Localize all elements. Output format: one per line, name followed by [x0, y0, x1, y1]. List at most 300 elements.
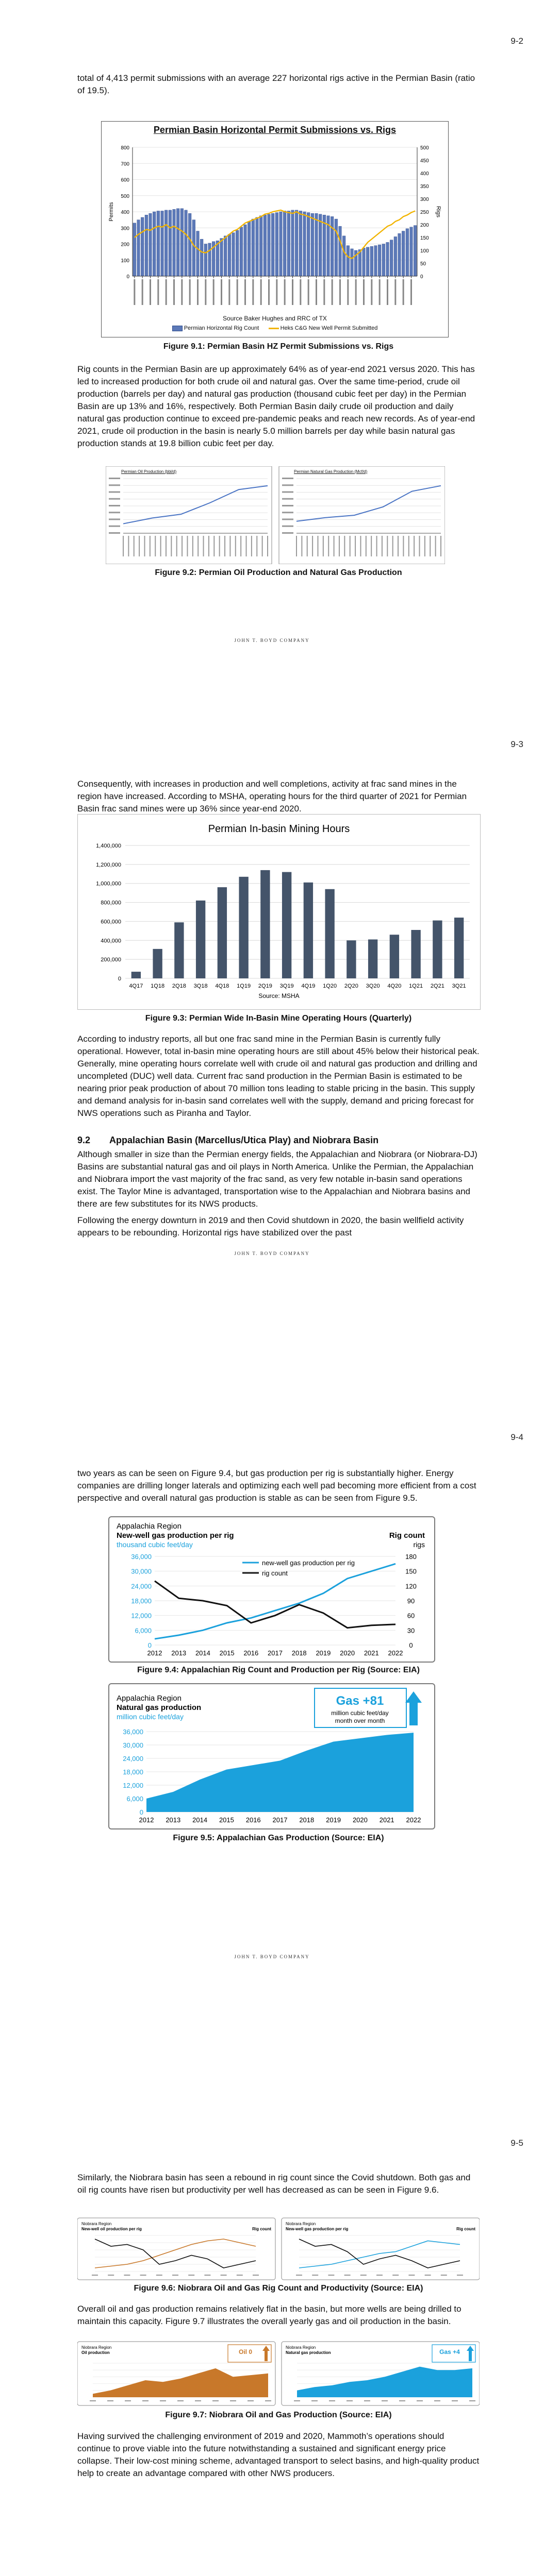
x-tick-label: 2Q18: [172, 983, 186, 989]
right-axis-title: Rig count: [389, 1531, 425, 1540]
rig-count-bar: [153, 212, 156, 276]
y-tick-label-left: 300: [121, 226, 129, 232]
x-tick-label-mark: [125, 2400, 131, 2401]
x-tick-label-mark: [317, 536, 318, 556]
report-page-9-5: [0, 2110, 544, 2576]
rig-count-bar: [319, 214, 322, 276]
x-tick-label-mark: [230, 2400, 236, 2401]
rig-count-bar: [275, 213, 278, 276]
x-tick-label-mark: [134, 536, 135, 556]
x-tick-label: 4Q20: [387, 983, 402, 989]
y-tick-label-mark: [282, 532, 293, 534]
rig-count-bar: [236, 230, 239, 276]
x-tick-label: 2022: [388, 1649, 403, 1657]
rig-count-bar: [145, 215, 148, 276]
gas-chart-title: Permian Natural Gas Production (Mcf/d): [294, 469, 368, 474]
x-tick-label-mark: [408, 536, 409, 556]
panel-right-axis-title: Rig count: [252, 2227, 271, 2231]
mining-hours-bar: [239, 877, 248, 978]
rig-count-bar: [406, 229, 409, 276]
x-tick-label: 3Q18: [193, 983, 208, 989]
x-tick-label-mark: [224, 536, 225, 556]
paragraph: two years as can be seen on Figure 9.4, but gas production per rig is substantially higher. Energy companies are drilling longer laterals and optimizing each well pad becoming more efficient from a cost perspective and overall natural gas production is stable as can be seen from Figure 9.5.: [77, 1468, 476, 1503]
permit-rig-chart-svg: [102, 122, 448, 337]
y-tick-label-mark: [282, 505, 293, 506]
y-tick-label-right: 0: [409, 1641, 413, 1649]
rig-count-bar: [295, 210, 298, 276]
rig-count-bar: [291, 210, 294, 276]
x-tick-label-mark: [323, 536, 324, 556]
x-tick-label-mark: [213, 536, 215, 556]
x-tick-label-mark: [128, 536, 129, 556]
y-tick-label-left: 0: [147, 1641, 152, 1649]
mining-hours-bar: [218, 887, 227, 978]
mining-hours-bar: [454, 918, 464, 978]
x-tick-label: 2015: [219, 1649, 235, 1657]
rig-count-bar: [386, 242, 389, 276]
rig-count-bar: [283, 211, 286, 276]
y-tick-label: 6,000: [126, 1795, 143, 1803]
figure-caption: Figure 9.1: Permian Basin HZ Permit Submissions vs. Rigs: [163, 342, 394, 351]
y-tick-label: 0: [118, 976, 121, 982]
y-tick-label-right: 0: [420, 274, 423, 280]
rig-count-bar: [374, 246, 377, 276]
rig-count-bar: [351, 249, 354, 276]
y-tick-label: 18,000: [123, 1768, 143, 1776]
panel-subtitle: New-well gas production per rig: [286, 2227, 349, 2231]
mining-hours-bar: [153, 949, 162, 978]
x-tick-label-mark: [182, 536, 183, 556]
y-tick-label-mark: [109, 492, 120, 493]
y-tick-label-right: 180: [405, 1553, 417, 1561]
x-tick-label-mark: [452, 2400, 458, 2401]
y-tick-label: 200,000: [101, 957, 121, 963]
x-tick-label-mark: [140, 2275, 146, 2276]
rig-count-bar: [271, 213, 274, 276]
x-tick-label-mark: [435, 536, 436, 556]
x-tick-label: 2021: [364, 1649, 379, 1657]
up-arrow-icon: [405, 1691, 422, 1725]
x-tick-label-mark: [203, 536, 204, 556]
y-tick-label-mark: [282, 484, 293, 486]
badge-value: Gas +4: [439, 2348, 460, 2355]
x-tick-label-mark: [292, 279, 293, 305]
x-tick-label: 1Q20: [323, 983, 337, 989]
x-tick-label-mark: [246, 536, 247, 556]
figure-9-3-chart: [77, 814, 481, 1010]
x-tick-label-mark: [387, 536, 388, 556]
rig-count-bar: [228, 234, 231, 276]
x-tick-label-mark: [92, 2275, 98, 2276]
rig-count-bar: [252, 219, 255, 276]
x-tick-label-mark: [399, 2400, 405, 2401]
y-tick-label: 1,200,000: [96, 861, 121, 868]
y-tick-label-left: 6,000: [135, 1626, 152, 1635]
x-tick-label: 2018: [299, 1816, 315, 1824]
x-tick-label: 2016: [245, 1816, 261, 1824]
rig-count-bar: [263, 215, 267, 276]
x-tick-label-mark: [398, 536, 399, 556]
mining-hours-chart-svg: [78, 815, 480, 1009]
x-tick-label-mark: [371, 279, 372, 305]
y-tick-label-left: 24,000: [131, 1582, 152, 1590]
x-tick-label: 2Q20: [344, 983, 358, 989]
x-tick-label: 2Q19: [258, 983, 272, 989]
rig-count-bar: [169, 210, 172, 276]
x-tick-label-mark: [419, 536, 420, 556]
x-tick-label-mark: [248, 2400, 254, 2401]
report-page-9-2: [0, 0, 544, 703]
figure-caption: Figure 9.7: Niobrara Oil and Gas Production (Source: EIA): [165, 2411, 392, 2419]
rig-count-bar: [347, 246, 350, 276]
x-tick-label-mark: [371, 536, 372, 556]
x-tick-label-mark: [311, 2400, 318, 2401]
x-tick-label-mark: [108, 2275, 114, 2276]
right-axis-unit: rigs: [413, 1540, 425, 1549]
x-tick-label: 3Q19: [279, 983, 294, 989]
x-tick-label-mark: [382, 536, 383, 556]
y-tick-label-right: 30: [407, 1626, 415, 1635]
mining-hours-bar: [433, 921, 442, 978]
x-tick-label: 2013: [171, 1649, 187, 1657]
rig-count-bar: [378, 245, 381, 276]
chart-subtitle: Natural gas production: [117, 1703, 202, 1712]
y-tick-label-left: 800: [121, 145, 129, 151]
x-tick-label-mark: [366, 536, 367, 556]
rig-count-bar: [232, 233, 235, 276]
x-tick-label: 2016: [243, 1649, 259, 1657]
mining-hours-bar: [368, 939, 377, 978]
rig-count-bar: [173, 209, 176, 276]
rig-count-bar: [157, 211, 160, 276]
x-tick-label: 2014: [192, 1816, 208, 1824]
y-tick-label: 600,000: [101, 919, 121, 925]
x-tick-label: 1Q21: [409, 983, 423, 989]
paragraph: Rig counts in the Permian Basin are up approximately 64% as of year-end 2021 versus 2020. This has led to increased production for both crude oil and natural gas. Over the same time-period, crude oil production (barrels per day) and natural gas production (thousand cubic feet per day) in the Permian Basin are up 13% and 16%, respectively. Both Permian Basin daily crude oil production and daily natural gas production continue to exceed pre-pandemic peaks and reach new records. As of year-end 2021, crude oil production in the basin is nearly 5.0 million barrels per day while basin natural gas production stands at 19.8 billion cubic feet per day.: [77, 364, 475, 448]
paragraph: Overall oil and gas production remains relatively flat in the basin, but more wells are being drilled to maintain this capacity. Figure 9.7 illustrates the overall yearly gas and oil production in the basin.: [77, 2304, 461, 2326]
badge-caption-line: month over month: [335, 1717, 385, 1724]
x-tick-label-mark: [434, 2400, 440, 2401]
x-tick-label-mark: [344, 536, 345, 556]
x-tick-label-mark: [181, 279, 183, 305]
y-tick-label-right: 150: [405, 1567, 417, 1575]
rig-count-bar: [149, 213, 152, 276]
section-number: 9.2: [77, 1135, 91, 1145]
rig-count-bar: [196, 231, 200, 277]
x-tick-label: 4Q17: [129, 983, 143, 989]
x-tick-label-mark: [376, 536, 377, 556]
y-tick-label-right: 500: [420, 145, 429, 151]
chart-title: Permian In-basin Mining Hours: [208, 823, 350, 835]
x-tick-label-mark: [251, 536, 252, 556]
legend-label-rigs: rig count: [262, 1569, 288, 1577]
y-tick-label: 30,000: [123, 1741, 143, 1749]
rig-count-bar: [335, 219, 338, 276]
paragraph: Although smaller in size than the Permian energy fields, the Appalachian and Niobrara (or Niobrara-DJ) Basins are substantial natural gas and oil plays in North America. Unlike the Permian, the Appalachian and Niobrara import the vast majority of the frac sand, as very few notable in-basin sand operations exist. The Taylor Mine is advantaged, transportation wise to the Appalachian and Niobrara basins and there are few substitutes for its NWS products.: [77, 1149, 477, 1209]
y-tick-label-left: 100: [121, 258, 129, 264]
x-tick-label-mark: [410, 279, 412, 305]
x-tick-label-mark: [197, 279, 199, 305]
x-tick-label-mark: [212, 2400, 219, 2401]
x-tick-label-mark: [323, 279, 325, 305]
niobrara-rig-charts-svg: [77, 2217, 480, 2282]
x-tick-label-mark: [441, 2275, 447, 2276]
legend-label-permits: Heks C&G New Well Permit Submitted: [280, 325, 378, 331]
x-tick-label-mark: [329, 2400, 335, 2401]
page-number: 9-2: [510, 36, 523, 46]
panel-subtitle: Oil production: [81, 2350, 110, 2355]
x-tick-label-mark: [312, 536, 313, 556]
x-tick-label-mark: [177, 2400, 184, 2401]
y-tick-label-right: 250: [420, 210, 429, 215]
rig-count-bar: [303, 212, 306, 276]
y-tick-label-mark: [282, 512, 293, 513]
x-tick-label-mark: [440, 536, 441, 556]
figure-caption: Figure 9.2: Permian Oil Production and Natural Gas Production: [155, 568, 402, 577]
legend-swatch-bar: [172, 326, 183, 331]
x-tick-label-mark: [394, 279, 396, 305]
rig-count-bar: [220, 239, 223, 276]
rig-count-bar: [323, 215, 326, 276]
y-tick-label-mark: [282, 498, 293, 500]
x-tick-label-mark: [360, 2275, 367, 2276]
mining-hours-bar: [260, 870, 270, 978]
y-tick-label: 1,000,000: [96, 880, 121, 887]
x-tick-label-mark: [166, 536, 167, 556]
rig-count-bar: [402, 231, 405, 277]
figure-caption: Figure 9.4: Appalachian Rig Count and Production per Rig (Source: EIA): [137, 1666, 420, 1674]
y-tick-label-right: 60: [407, 1612, 415, 1620]
x-tick-label-mark: [347, 279, 349, 305]
rig-count-bar: [410, 227, 413, 276]
mining-hours-bar: [282, 872, 291, 978]
y-tick-label-mark: [109, 505, 120, 506]
y-tick-label-right: 400: [420, 171, 429, 177]
x-tick-label-mark: [252, 279, 254, 305]
x-tick-label-mark: [379, 279, 381, 305]
x-tick-label: 2014: [195, 1649, 210, 1657]
rig-count-bar: [161, 211, 164, 276]
legend-label-production: new-well gas production per rig: [262, 1559, 355, 1567]
x-tick-label-mark: [267, 536, 268, 556]
mining-hours-bar: [347, 940, 356, 978]
rig-count-bar: [244, 225, 247, 276]
x-tick-label-mark: [276, 279, 277, 305]
chart-region: Appalachia Region: [117, 1694, 182, 1703]
rig-count-bar: [398, 233, 401, 276]
x-tick-label-mark: [189, 279, 191, 305]
x-tick-label: 1Q18: [151, 983, 165, 989]
rig-count-bar: [248, 222, 251, 276]
rig-count-bar: [192, 220, 195, 276]
y-tick-label-mark: [109, 478, 120, 479]
x-tick-label-mark: [187, 536, 188, 556]
x-tick-label-mark: [156, 2275, 162, 2276]
y-tick-label: 36,000: [123, 1728, 143, 1736]
x-tick-label: 2020: [340, 1649, 355, 1657]
x-tick-label-mark: [387, 279, 388, 305]
page-number: 9-5: [510, 2138, 523, 2148]
x-tick-label-mark: [376, 2275, 383, 2276]
y-axis-title-left: Permits: [108, 202, 114, 222]
rig-count-bar: [200, 239, 203, 276]
y-tick-label-left: 30,000: [131, 1567, 152, 1575]
x-tick-label-mark: [425, 2275, 431, 2276]
y-tick-label-mark: [109, 519, 120, 520]
y-tick-label-right: 150: [420, 235, 429, 241]
y-tick-label-right: 200: [420, 223, 429, 228]
paragraph: total of 4,413 permit submissions with an average 227 horizontal rigs active in the Permian Basin (ratio of 19.5).: [77, 73, 475, 95]
paragraph: Consequently, with increases in production and well completions, activity at frac sand mines in the region have increased. According to MSHA, operating hours for the third quarter of 2021 for Permian Basin frac sand mines were up 36% since year-end 2020.: [77, 779, 467, 814]
x-tick-label-mark: [90, 2400, 96, 2401]
y-tick-label-mark: [109, 498, 120, 500]
x-tick-label-mark: [424, 536, 425, 556]
x-tick-label-mark: [307, 536, 308, 556]
x-tick-label-mark: [363, 279, 365, 305]
y-tick-label-right: 90: [407, 1597, 415, 1605]
x-tick-label: 2019: [316, 1649, 331, 1657]
oil-chart-title: Permian Oil Production (bbl/d): [121, 469, 177, 474]
paragraph: Having survived the challenging environment of 2019 and 2020, Mammoth’s operations should continue to prove viable into the future notwithstanding a sustained and significant energy price collapse. Their low-cost mining scheme, advantaged transport to select basins, and high-quality product help to create an advantage compared with other NWS producers.: [77, 2431, 480, 2478]
y-tick-label-right: 450: [420, 158, 429, 164]
mining-hours-bar: [411, 930, 420, 978]
x-tick-label-mark: [294, 2400, 300, 2401]
page-footer: JOHN T. BOYD COMPANY: [234, 638, 310, 643]
x-tick-label-mark: [221, 279, 222, 305]
rig-count-bar: [137, 220, 140, 276]
x-tick-label-mark: [237, 2275, 243, 2276]
x-tick-label-mark: [107, 2400, 113, 2401]
x-tick-label-mark: [204, 2275, 210, 2276]
x-tick-label: 2021: [379, 1816, 394, 1824]
x-tick-label-mark: [139, 536, 140, 556]
panel-region: Niobrara Region: [286, 2222, 316, 2226]
y-tick-label: 0: [139, 1808, 143, 1816]
x-tick-label-mark: [173, 279, 175, 305]
rig-count-bar: [268, 214, 271, 276]
rig-count-bar: [315, 213, 318, 276]
rig-count-bar: [176, 209, 179, 276]
rig-count-bar: [185, 210, 188, 276]
figure-9-5-chart: [108, 1683, 435, 1829]
y-tick-label: 400,000: [101, 938, 121, 944]
x-tick-label: 2017: [268, 1649, 283, 1657]
oil-production-frame: [106, 466, 272, 564]
chart-source: Source: MSHA: [258, 992, 300, 999]
x-tick-label-mark: [430, 536, 431, 556]
paragraph: Following the energy downturn in 2019 and then Covid shutdown in 2020, the basin wellfield activity appears to be rebounding. Horizontal rigs have stabilized over the past: [77, 1215, 464, 1238]
y-tick-label-left: 600: [121, 177, 129, 183]
x-tick-label: 2019: [326, 1816, 341, 1824]
x-tick-label-mark: [301, 536, 302, 556]
figure-9-7-charts: [77, 2341, 480, 2408]
gas-production-area: [146, 1733, 414, 1812]
x-tick-label-mark: [166, 279, 167, 305]
y-tick-label-right: 300: [420, 197, 429, 202]
x-tick-label: 4Q18: [215, 983, 229, 989]
figure-caption: Figure 9.6: Niobrara Oil and Gas Rig Count and Productivity (Source: EIA): [134, 2284, 423, 2293]
figure-9-4-chart: [108, 1516, 435, 1663]
x-tick-label-mark: [176, 536, 177, 556]
page-number: 9-3: [510, 739, 523, 749]
rig-count-bar: [342, 236, 345, 276]
y-tick-label-left: 36,000: [131, 1553, 152, 1561]
gas-production-frame: [279, 466, 445, 564]
x-tick-label: 2Q21: [430, 983, 444, 989]
rig-count-bar: [216, 241, 219, 276]
x-tick-label-mark: [208, 536, 209, 556]
report-page-9-3: [0, 703, 544, 1406]
section-title: Appalachian Basin (Marcellus/Utica Play) and Niobrara Basin: [109, 1135, 379, 1145]
paragraph: According to industry reports, all but one frac sand mine in the Permian Basin is currently fully operational. However, total in-basin mine operating hours are still about 45% below their historical peak. Generally, mine operating hours correlate well with crude oil and natural gas production and drilling and uncompleted (DUC) well data. Current frac sand production in the Permian Basin is estimated to be nearing prior peak production of about 70 million tons leading to stable pricing in the basin. This supply and demand analysis for in-basin sand correlates well with the supply, demand and pricing forecast for NWS operations such as Piranha and Taylor.: [77, 1034, 480, 1118]
rig-count-bar: [366, 247, 369, 276]
rig-count-bar: [240, 227, 243, 276]
x-tick-label-mark: [219, 536, 220, 556]
y-tick-label-left: 400: [121, 210, 129, 215]
rig-count-bar: [141, 217, 144, 276]
x-tick-label-mark: [355, 536, 356, 556]
figure-9-6-charts: [77, 2217, 480, 2282]
rig-count-bar: [307, 213, 310, 276]
x-tick-label-mark: [364, 2400, 370, 2401]
x-tick-label-mark: [457, 2275, 463, 2276]
x-tick-label-mark: [265, 2400, 271, 2401]
x-tick-label-mark: [142, 279, 143, 305]
x-tick-label: 2022: [406, 1816, 421, 1824]
x-tick-label-mark: [150, 536, 151, 556]
x-tick-label-mark: [382, 2400, 388, 2401]
rig-count-bar: [370, 246, 373, 276]
x-tick-label-mark: [360, 536, 361, 556]
y-tick-label-right: 100: [420, 248, 429, 254]
x-tick-label-mark: [228, 279, 230, 305]
y-tick-label-mark: [282, 492, 293, 493]
x-tick-label-mark: [172, 2275, 178, 2276]
y-tick-label-left: 700: [121, 161, 129, 167]
figure-caption: Figure 9.5: Appalachian Gas Production (Source: EIA): [173, 1834, 384, 1842]
x-tick-label-mark: [240, 536, 241, 556]
x-tick-label: 2013: [166, 1816, 181, 1824]
chart-legend: [102, 325, 448, 331]
rig-count-bar: [339, 226, 342, 276]
x-tick-label-mark: [195, 2400, 201, 2401]
x-tick-label-mark: [221, 2275, 227, 2276]
mining-hours-bar: [196, 901, 205, 978]
y-tick-label: 12,000: [123, 1782, 143, 1789]
panel-region: Niobrara Region: [81, 2222, 112, 2226]
figure-caption: Figure 9.3: Permian Wide In-Basin Mine Operating Hours (Quarterly): [145, 1014, 412, 1023]
x-tick-label-mark: [268, 279, 270, 305]
niobrara-production-charts-svg: [77, 2341, 480, 2408]
x-tick-label-mark: [328, 536, 329, 556]
x-tick-label-mark: [403, 536, 404, 556]
x-tick-label-mark: [229, 536, 230, 556]
page-footer: JOHN T. BOYD COMPANY: [234, 1251, 310, 1256]
x-tick-label-mark: [339, 536, 340, 556]
rig-count-bar: [414, 226, 417, 276]
x-tick-label-mark: [308, 279, 309, 305]
rig-count-bar: [390, 240, 393, 276]
panel-right-axis-title: Rig count: [456, 2227, 475, 2231]
badge-value: Gas +81: [336, 1694, 384, 1708]
y-tick-label: 24,000: [123, 1755, 143, 1762]
gas-production-svg: [109, 1684, 434, 1828]
x-tick-label-mark: [256, 536, 257, 556]
x-tick-label-mark: [124, 2275, 130, 2276]
rig-count-bar: [382, 244, 385, 277]
x-tick-label: 2015: [219, 1816, 234, 1824]
x-tick-label-mark: [142, 2400, 149, 2401]
